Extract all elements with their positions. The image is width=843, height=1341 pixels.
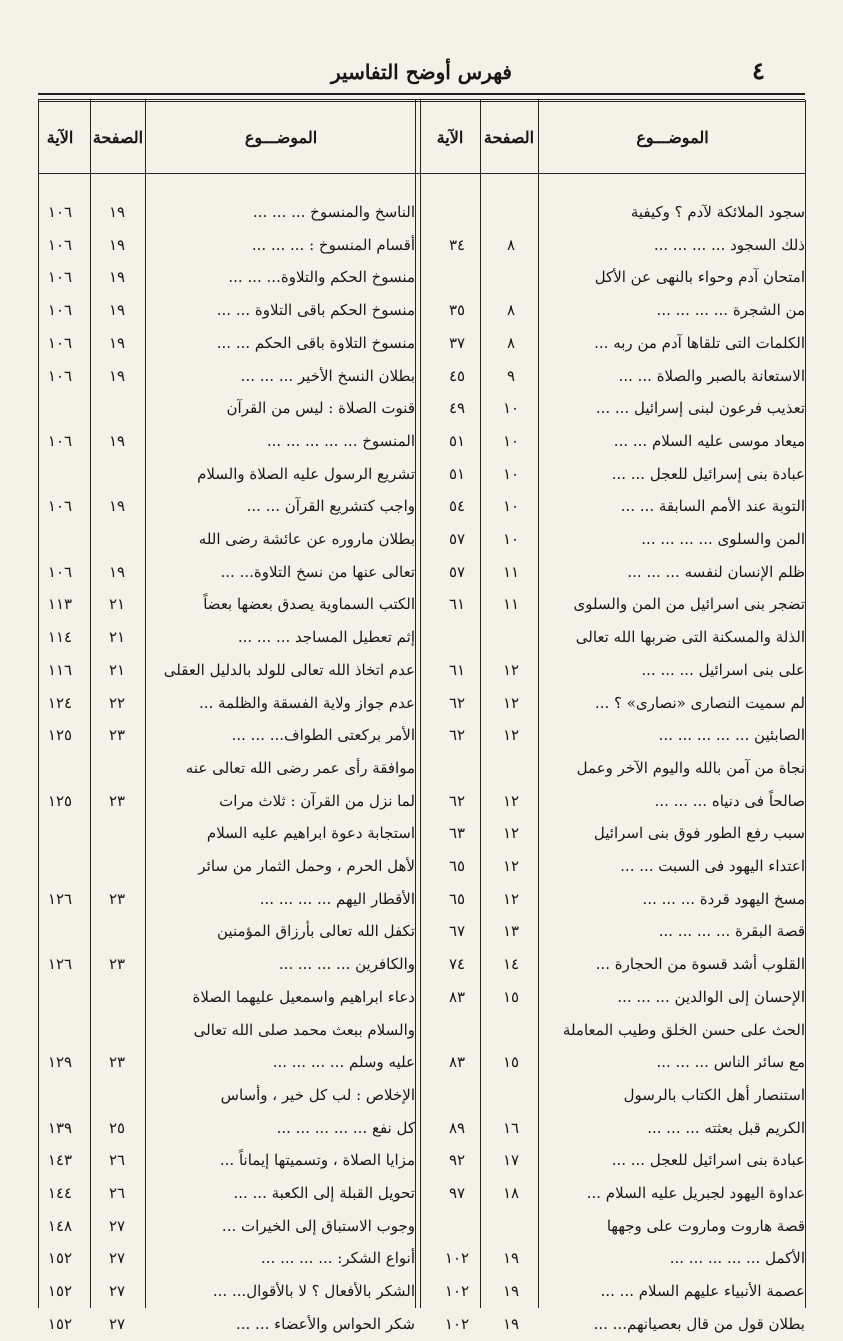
index-row xyxy=(430,1275,805,1308)
index-topic: استجابة دعوة ابراهيم عليه السلام xyxy=(206,824,415,843)
column-divider xyxy=(420,100,421,1308)
index-page-ref: ٨ xyxy=(506,301,516,320)
index-row xyxy=(430,588,805,621)
index-topic: قنوت الصلاة : ليس من القرآن xyxy=(226,399,415,418)
index-row xyxy=(430,687,805,720)
index-row xyxy=(30,1144,415,1177)
index-page-ref: ١١ xyxy=(502,562,520,581)
index-row xyxy=(30,1079,415,1112)
index-topic: الأقطار اليهم ... ... ... ... xyxy=(259,889,415,908)
index-row xyxy=(430,458,805,491)
index-page-ref: ١٠ xyxy=(502,464,520,483)
index-page-ref: ١٠ xyxy=(502,399,520,418)
index-topic: عداوة اليهود لجبريل عليه السلام ... xyxy=(586,1184,805,1202)
index-row xyxy=(430,1014,805,1047)
index-row xyxy=(30,654,415,687)
index-verse-ref: ١١٣ xyxy=(47,595,73,614)
index-verse-ref: ١٢٦ xyxy=(47,889,73,908)
header-rule xyxy=(38,99,805,100)
index-verse-ref: ٣٤ xyxy=(448,235,466,254)
index-row xyxy=(30,1275,415,1308)
index-page-ref: ٢٧ xyxy=(108,1282,126,1301)
index-verse-ref: ١١٦ xyxy=(47,660,73,679)
index-page-ref: ٢٦ xyxy=(108,1184,126,1202)
column-header-rule xyxy=(38,173,805,174)
page-number: ٤ xyxy=(752,56,765,85)
index-topic: الإحسان إلى الوالدين ... ... ... xyxy=(617,987,805,1006)
index-row xyxy=(430,981,805,1014)
index-topic: عدم جواز ولاية الفسقة والظلمة ... xyxy=(198,693,415,712)
column-header-page: الصفحة xyxy=(483,128,535,147)
index-row xyxy=(30,360,415,393)
index-topic: عبادة بنى اسرائيل للعجل ... ... xyxy=(611,1151,805,1170)
index-verse-ref: ١٢٥ xyxy=(47,726,73,745)
index-topic: لأهل الحرم ، وحمل الثمار من سائر xyxy=(198,857,415,875)
index-row xyxy=(30,261,415,294)
index-row xyxy=(30,1177,415,1210)
index-page-ref: ٨ xyxy=(506,333,516,352)
index-topic: كل نفع ... ... ... ... ... xyxy=(276,1118,415,1137)
index-page-ref: ١٩ xyxy=(108,497,126,516)
index-verse-ref: ١٢٩ xyxy=(47,1053,73,1072)
index-topic: بطلان ماروره عن عائشة رضى الله xyxy=(198,530,415,548)
index-topic: عليه وسلم ... ... ... ... xyxy=(272,1053,415,1072)
index-page-ref: ١٢ xyxy=(502,889,520,908)
index-topic: إثم تعطيل المساجد ... ... ... xyxy=(237,628,415,647)
index-page-ref: ١٨ xyxy=(502,1184,520,1202)
index-verse-ref: ١٠٦ xyxy=(47,301,73,320)
index-verse-ref: ٨٣ xyxy=(448,1053,466,1072)
index-topic: ظلم الإنسان لنفسه ... ... ... xyxy=(627,562,805,581)
index-topic: أقسام المنسوخ : ... ... ... xyxy=(251,235,415,254)
index-page-ref: ١٢ xyxy=(502,660,520,679)
index-verse-ref: ٥١ xyxy=(448,464,466,483)
index-row xyxy=(430,490,805,523)
index-page-ref: ٨ xyxy=(506,235,516,254)
index-topic: على بنى اسرائيل ... ... ... xyxy=(641,660,805,679)
header-rule xyxy=(38,93,805,95)
index-verse-ref: ٥١ xyxy=(448,431,466,450)
index-topic: تكفل الله تعالى بأرزاق المؤمنين xyxy=(217,922,415,941)
index-verse-ref: ٩٢ xyxy=(448,1151,466,1170)
index-verse-ref: ٦٢ xyxy=(448,726,466,745)
index-page-ref: ٢٧ xyxy=(108,1314,126,1333)
index-row xyxy=(30,490,415,523)
page-title: فهرس أوضح التفاسير xyxy=(331,60,512,84)
index-page-ref: ١٥ xyxy=(502,987,520,1006)
index-page-ref: ١٩ xyxy=(108,366,126,385)
index-topic: ميعاد موسى عليه السلام ... ... xyxy=(613,431,805,450)
index-row xyxy=(30,1210,415,1243)
index-page-ref: ١٩ xyxy=(108,333,126,352)
column-divider xyxy=(805,100,806,1308)
index-verse-ref: ٦١ xyxy=(448,595,466,614)
index-row xyxy=(430,392,805,425)
index-topic: شكر الحواس والأعضاء ... ... xyxy=(235,1314,415,1333)
index-page-ref: ١٦ xyxy=(502,1118,520,1137)
index-row xyxy=(430,883,805,916)
index-topic: بطلان النسخ الأخير ... ... ... xyxy=(240,366,415,385)
index-verse-ref: ١٠٦ xyxy=(47,235,73,254)
index-page-ref: ١٢ xyxy=(502,824,520,843)
index-topic: الاستعانة بالصبر والصلاة ... ... xyxy=(618,366,805,385)
index-row xyxy=(30,915,415,948)
index-topic: وجوب الاستباق إلى الخيرات ... xyxy=(221,1216,415,1235)
index-topic: منسوخ التلاوة باقى الحكم ... ... xyxy=(216,333,415,352)
index-page-ref: ١٠ xyxy=(502,497,520,516)
index-row xyxy=(430,196,805,229)
column-header-topic: الموضـــوع xyxy=(244,128,318,147)
index-verse-ref: ١٥٢ xyxy=(47,1314,73,1333)
index-row xyxy=(30,1112,415,1145)
index-row xyxy=(430,523,805,556)
index-topic: الكتب السماوية يصدق بعضها بعضاً xyxy=(203,595,415,614)
index-row xyxy=(30,1046,415,1079)
index-topic: الأمر بركعتى الطواف... ... ... xyxy=(231,726,415,745)
index-verse-ref: ١٥٢ xyxy=(47,1249,73,1268)
index-page-ref: ٢٣ xyxy=(108,955,126,974)
index-topic: الكلمات التى تلقاها آدم من ربه ... xyxy=(594,333,805,352)
index-verse-ref: ٩٧ xyxy=(448,1184,466,1202)
index-row xyxy=(30,1308,415,1341)
index-verse-ref: ٥٧ xyxy=(448,530,466,548)
index-topic: من الشجرة ... ... ... ... xyxy=(656,301,805,320)
index-row xyxy=(30,1242,415,1275)
index-page-ref: ٢٣ xyxy=(108,889,126,908)
index-verse-ref: ١٥٢ xyxy=(47,1282,73,1301)
index-row xyxy=(430,425,805,458)
index-topic: بطلان قول من قال بعصيانهم... ... xyxy=(593,1314,805,1333)
index-row xyxy=(30,719,415,752)
index-page-ref: ٢٢ xyxy=(108,693,126,712)
index-topic: الشكر بالأفعال ؟ لا بالأقوال... ... xyxy=(212,1282,415,1301)
index-topic: القلوب أشد قسوة من الحجارة ... xyxy=(595,955,805,974)
header-rule xyxy=(38,101,805,102)
index-verse-ref: ٤٩ xyxy=(448,399,466,418)
index-topic: صالحاً فى دنياه ... ... ... xyxy=(654,791,805,810)
index-topic: الحث على حسن الخلق وطيب المعاملة xyxy=(562,1020,805,1039)
index-page-ref: ١٢ xyxy=(502,693,520,712)
index-topic: أنواع الشكر: ... ... ... ... xyxy=(261,1249,415,1268)
index-verse-ref: ١٠٢ xyxy=(444,1249,470,1268)
index-verse-ref: ١٠٢ xyxy=(444,1314,470,1333)
index-page-ref: ١٩ xyxy=(108,562,126,581)
index-topic: والسلام ببعث محمد صلى الله تعالى xyxy=(193,1020,415,1039)
index-row xyxy=(30,556,415,589)
index-topic: الإخلاص : لب كل خير ، وأساس xyxy=(220,1085,415,1104)
index-topic: منسوخ الحكم والتلاوة... ... ... xyxy=(228,268,415,287)
index-topic: المن والسلوى ... ... ... ... xyxy=(641,530,805,548)
index-page-ref: ٢١ xyxy=(108,660,126,679)
index-verse-ref: ١٢٥ xyxy=(47,791,73,810)
index-verse-ref: ١٠٦ xyxy=(47,562,73,581)
index-topic: الأكمل ... ... ... ... ... xyxy=(669,1249,805,1268)
index-page-ref: ١٩ xyxy=(108,268,126,287)
index-row xyxy=(30,392,415,425)
index-topic: سبب رفع الطور فوق بنى اسرائيل xyxy=(593,824,805,843)
index-row xyxy=(430,1144,805,1177)
index-verse-ref: ١٣٩ xyxy=(47,1118,73,1137)
index-topic: الكريم قبل بعثته ... ... ... xyxy=(647,1118,805,1137)
index-verse-ref: ١٠٦ xyxy=(47,431,73,450)
index-row xyxy=(30,458,415,491)
index-row xyxy=(30,981,415,1014)
index-page-ref: ١٩ xyxy=(108,301,126,320)
index-row xyxy=(30,850,415,883)
index-row xyxy=(430,261,805,294)
index-page-ref: ١٤ xyxy=(502,955,520,974)
index-topic: مع سائر الناس ... ... ... xyxy=(656,1053,805,1072)
index-topic: واجب كتشريع القرآن ... ... xyxy=(246,497,415,516)
index-topic: ذلك السجود ... ... ... ... xyxy=(653,235,805,254)
index-topic: اعتداء اليهود فى السبت ... ... xyxy=(620,857,805,875)
index-verse-ref: ٦٣ xyxy=(448,824,466,843)
index-verse-ref: ٦٧ xyxy=(448,922,466,941)
index-row xyxy=(30,1014,415,1047)
index-page-ref: ١٩ xyxy=(502,1314,520,1333)
index-topic: الصابئين ... ... ... ... ... xyxy=(658,726,805,745)
index-topic: لما نزل من القرآن : ثلاث مرات xyxy=(219,791,415,810)
index-row xyxy=(430,1308,805,1341)
index-row xyxy=(30,327,415,360)
index-verse-ref: ٦١ xyxy=(448,660,466,679)
index-page-ref: ٢٧ xyxy=(108,1249,126,1268)
index-page-ref: ٢٦ xyxy=(108,1151,126,1170)
index-topic: عبادة بنى إسرائيل للعجل ... ... xyxy=(611,464,805,483)
index-row xyxy=(430,1112,805,1145)
index-row xyxy=(430,229,805,262)
index-page-ref: ١٢ xyxy=(502,726,520,745)
index-page-ref: ٢٧ xyxy=(108,1216,126,1235)
index-row xyxy=(30,948,415,981)
index-row xyxy=(430,621,805,654)
index-verse-ref: ١٠٦ xyxy=(47,366,73,385)
index-row xyxy=(30,785,415,818)
index-page-ref: ٢٣ xyxy=(108,726,126,745)
index-row xyxy=(30,752,415,785)
index-topic: الناسخ والمنسوخ ... ... ... xyxy=(252,203,415,221)
index-row xyxy=(430,654,805,687)
index-topic: عصمة الأنبياء عليهم السلام ... ... xyxy=(600,1282,805,1301)
index-row xyxy=(430,294,805,327)
index-verse-ref: ١٠٢ xyxy=(444,1282,470,1301)
index-verse-ref: ٨٣ xyxy=(448,987,466,1006)
index-topic: مسخ اليهود قردة ... ... ... xyxy=(642,889,805,908)
index-topic: التوبة عند الأمم السابقة ... ... xyxy=(620,497,805,516)
index-row xyxy=(30,294,415,327)
index-row xyxy=(430,719,805,752)
index-row xyxy=(430,360,805,393)
index-row xyxy=(30,196,415,229)
index-verse-ref: ١٠٦ xyxy=(47,203,73,221)
index-page-ref: ١٠ xyxy=(502,431,520,450)
index-topic: تحويل القبلة إلى الكعبة ... ... xyxy=(233,1184,415,1202)
index-row xyxy=(30,817,415,850)
index-verse-ref: ٦٥ xyxy=(448,889,466,908)
index-row xyxy=(430,817,805,850)
index-row xyxy=(30,621,415,654)
index-row xyxy=(430,1177,805,1210)
index-row xyxy=(430,556,805,589)
index-row xyxy=(430,1242,805,1275)
index-row xyxy=(30,883,415,916)
column-header-page: الصفحة xyxy=(92,128,144,147)
index-verse-ref: ٥٧ xyxy=(448,562,466,581)
index-verse-ref: ١٠٦ xyxy=(47,268,73,287)
index-topic: استنصار أهل الكتاب بالرسول xyxy=(623,1085,805,1104)
index-verse-ref: ١٢٦ xyxy=(47,955,73,974)
index-page-ref: ١٩ xyxy=(502,1282,520,1301)
column-divider xyxy=(415,100,416,1308)
index-verse-ref: ٨٩ xyxy=(448,1118,466,1137)
index-verse-ref: ١٤٨ xyxy=(47,1216,73,1235)
index-topic: تضجر بنى اسرائيل من المن والسلوى xyxy=(573,595,805,614)
index-verse-ref: ١٢٤ xyxy=(47,693,73,712)
index-verse-ref: ١٠٦ xyxy=(47,497,73,516)
index-topic: والكافرين ... ... ... ... xyxy=(278,955,415,974)
index-row xyxy=(430,752,805,785)
index-topic: دعاء ابراهيم واسمعيل عليهما الصلاة xyxy=(192,987,415,1006)
index-row xyxy=(430,948,805,981)
index-verse-ref: ١١٤ xyxy=(47,628,73,647)
index-row xyxy=(430,1079,805,1112)
index-row xyxy=(430,327,805,360)
index-row xyxy=(430,915,805,948)
index-page-ref: ٢٥ xyxy=(108,1118,126,1137)
column-header-topic: الموضـــوع xyxy=(636,128,709,147)
index-page-ref: ٩ xyxy=(506,366,516,385)
index-topic: عدم اتخاذ الله تعالى للولد بالدليل العقلى xyxy=(163,660,415,679)
index-row xyxy=(30,425,415,458)
index-row xyxy=(430,1210,805,1243)
index-verse-ref: ٧٤ xyxy=(448,955,466,974)
index-page-ref: ١٢ xyxy=(502,857,520,875)
index-verse-ref: ٤٥ xyxy=(448,366,466,385)
index-topic: منسوخ الحكم باقى التلاوة ... ... xyxy=(216,301,415,320)
index-page-ref: ١٢ xyxy=(502,791,520,810)
index-page-ref: ٢١ xyxy=(108,628,126,647)
index-verse-ref: ١٠٦ xyxy=(47,333,73,352)
index-row xyxy=(430,1046,805,1079)
index-topic: لم سميت النصارى «نصارى» ؟ ... xyxy=(594,693,805,712)
index-page-ref: ٢١ xyxy=(108,595,126,614)
index-page-ref: ٢٣ xyxy=(108,791,126,810)
index-verse-ref: ٣٥ xyxy=(448,301,466,320)
index-topic: نجاة من آمن بالله واليوم الآخر وعمل xyxy=(576,758,805,777)
index-topic: تعذيب فرعون لبنى إسرائيل ... ... xyxy=(595,399,805,418)
index-page-ref: ١٩ xyxy=(108,203,126,221)
index-row xyxy=(30,523,415,556)
index-verse-ref: ١٤٣ xyxy=(47,1151,73,1170)
column-header-verse: الآية xyxy=(436,128,464,147)
index-verse-ref: ٥٤ xyxy=(448,497,466,516)
index-page-ref: ٢٣ xyxy=(108,1053,126,1072)
index-page-ref: ١٩ xyxy=(108,235,126,254)
index-topic: تعالى عنها من نسخ التلاوة... ... xyxy=(220,562,415,581)
index-topic: قصة البقرة ... ... ... ... xyxy=(658,922,805,941)
index-page-ref: ١١ xyxy=(502,595,520,614)
index-verse-ref: ٦٢ xyxy=(448,693,466,712)
index-page-ref: ١٩ xyxy=(108,431,126,450)
index-topic: قصة هاروت وماروت على وجهها xyxy=(606,1216,805,1235)
index-row xyxy=(30,687,415,720)
index-topic: موافقة رأى عمر رضى الله تعالى عنه xyxy=(185,758,415,777)
index-verse-ref: ٦٥ xyxy=(448,857,466,875)
column-header-verse: الآية xyxy=(46,128,74,147)
index-page-ref: ١٧ xyxy=(502,1151,520,1170)
index-row xyxy=(30,588,415,621)
index-page-ref: ١٣ xyxy=(502,922,520,941)
index-page-ref: ١٠ xyxy=(502,530,520,548)
index-topic: تشريع الرسول عليه الصلاة والسلام xyxy=(197,464,415,483)
index-verse-ref: ١٤٤ xyxy=(47,1184,73,1202)
index-page-ref: ١٩ xyxy=(502,1249,520,1268)
index-row xyxy=(430,785,805,818)
index-verse-ref: ٣٧ xyxy=(448,333,466,352)
index-row xyxy=(30,229,415,262)
index-topic: امتحان آدم وحواء بالنهى عن الأكل xyxy=(594,268,805,287)
index-page-ref: ١٥ xyxy=(502,1053,520,1072)
index-row xyxy=(430,850,805,883)
index-topic: الذلة والمسكنة التى ضربها الله تعالى xyxy=(575,628,805,647)
index-topic: مزايا الصلاة ، وتسميتها إيماناً ... xyxy=(219,1151,415,1170)
index-topic: المنسوخ ... ... ... ... ... xyxy=(266,431,415,450)
index-topic: سجود الملائكة لآدم ؟ وكيفية xyxy=(630,203,805,221)
index-verse-ref: ٦٢ xyxy=(448,791,466,810)
